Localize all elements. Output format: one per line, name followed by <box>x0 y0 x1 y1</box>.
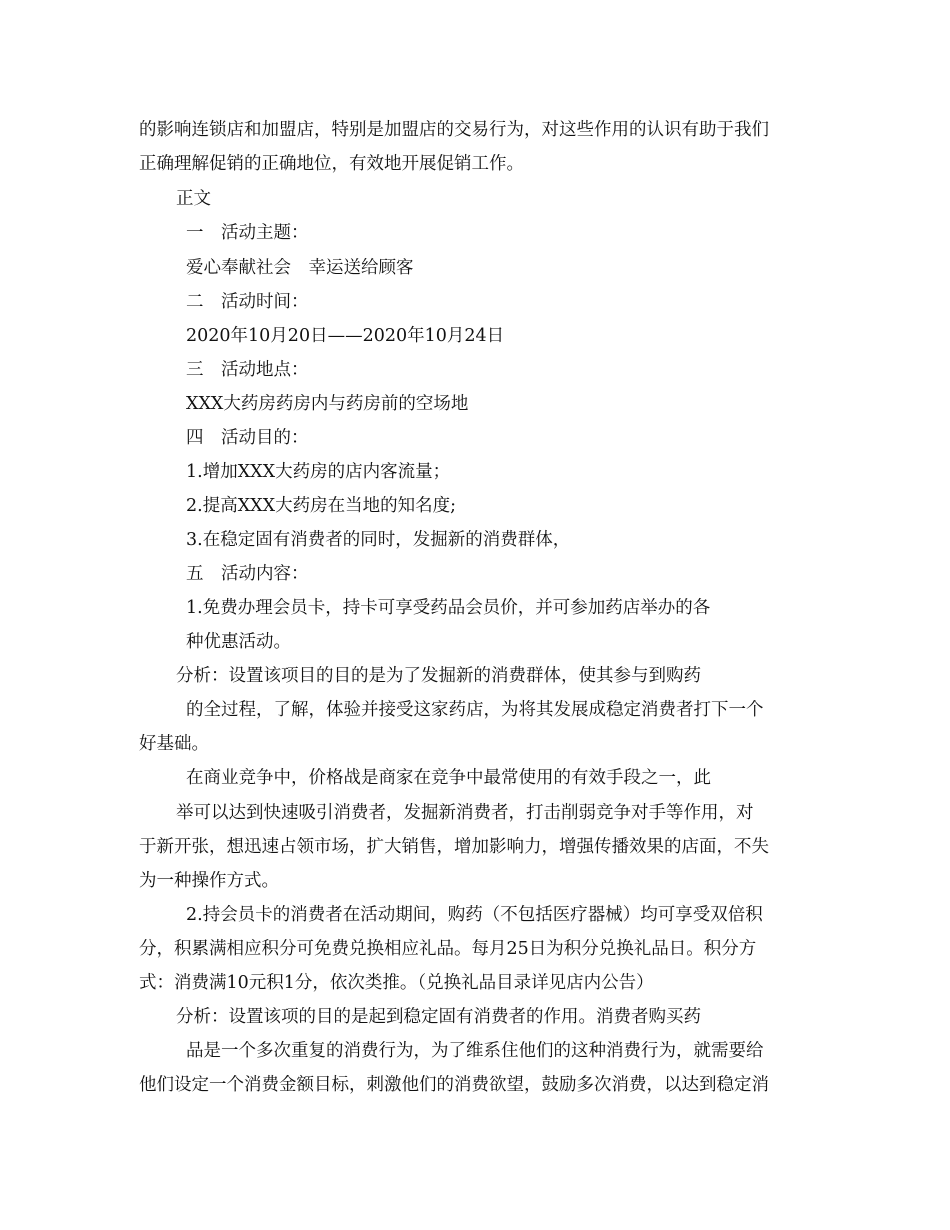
text-line: XXX大药房药房内与药房前的空场地 <box>186 394 469 414</box>
list-item: 2.持会员卡的消费者在活动期间，购药（不包括医疗器械）均可享受双倍积 <box>186 905 763 925</box>
text-line: 举可以达到快速吸引消费者，发掘新消费者，打击削弱竞争对手等作用，对 <box>176 803 754 823</box>
text-line: 的全过程，了解，体验并接受这家药店，为将其发展成稳定消费者打下一个 <box>186 700 764 720</box>
section-heading: 一 活动主题： <box>186 223 309 243</box>
text-line: 爱心奉献社会 幸运送给顾客 <box>186 258 414 278</box>
list-item: 1.增加XXX大药房的店内客流量； <box>186 462 451 482</box>
text-line: 的影响连锁店和加盟店，特别是加盟店的交易行为，对这些作用的认识有助于我们 <box>139 120 769 140</box>
text-line: 在商业竞争中，价格战是商家在竞争中最常使用的有效手段之一，此 <box>186 768 711 788</box>
text-line: 种优惠活动。 <box>186 632 291 652</box>
list-item: 2.提高XXX大药房在当地的知名度; <box>186 496 456 516</box>
text-line: 好基础。 <box>139 734 209 754</box>
text-line: 分析：设置该项的目的是起到稳定固有消费者的作用。消费者购买药 <box>176 1007 701 1027</box>
text-line: 为一种操作方式。 <box>139 871 279 891</box>
text-line: 正确理解促销的正确地位，有效地开展促销工作。 <box>139 154 524 174</box>
text-line: 2020年10月20日——2020年10月24日 <box>186 326 505 346</box>
text-line: 品是一个多次重复的消费行为，为了维系住他们的这种消费行为，就需要给 <box>186 1041 764 1061</box>
section-heading: 正文 <box>176 189 211 209</box>
list-item: 1.免费办理会员卡，持卡可享受药品会员价，并可参加药店举办的各 <box>186 598 711 618</box>
section-heading: 四 活动目的： <box>186 428 309 448</box>
section-heading: 三 活动地点： <box>186 360 309 380</box>
section-heading: 五 活动内容： <box>186 564 309 584</box>
text-line: 式：消费满10元积1分，依次类推。（兑换礼品目录详见店内公告） <box>139 973 654 993</box>
section-heading: 二 活动时间： <box>186 292 309 312</box>
list-item: 3.在稳定固有消费者的同时，发掘新的消费群体， <box>186 530 571 550</box>
text-line: 他们设定一个消费金额目标，刺激他们的消费欲望，鼓励多次消费，以达到稳定消 <box>139 1075 769 1095</box>
text-line: 于新开张，想迅速占领市场，扩大销售，增加影响力，增强传播效果的店面，不失 <box>139 837 769 857</box>
text-line: 分析：设置该项目的目的是为了发掘新的消费群体，使其参与到购药 <box>176 666 701 686</box>
text-line: 分，积累满相应积分可免费兑换相应礼品。每月25日为积分兑换礼品日。积分方 <box>139 939 757 959</box>
